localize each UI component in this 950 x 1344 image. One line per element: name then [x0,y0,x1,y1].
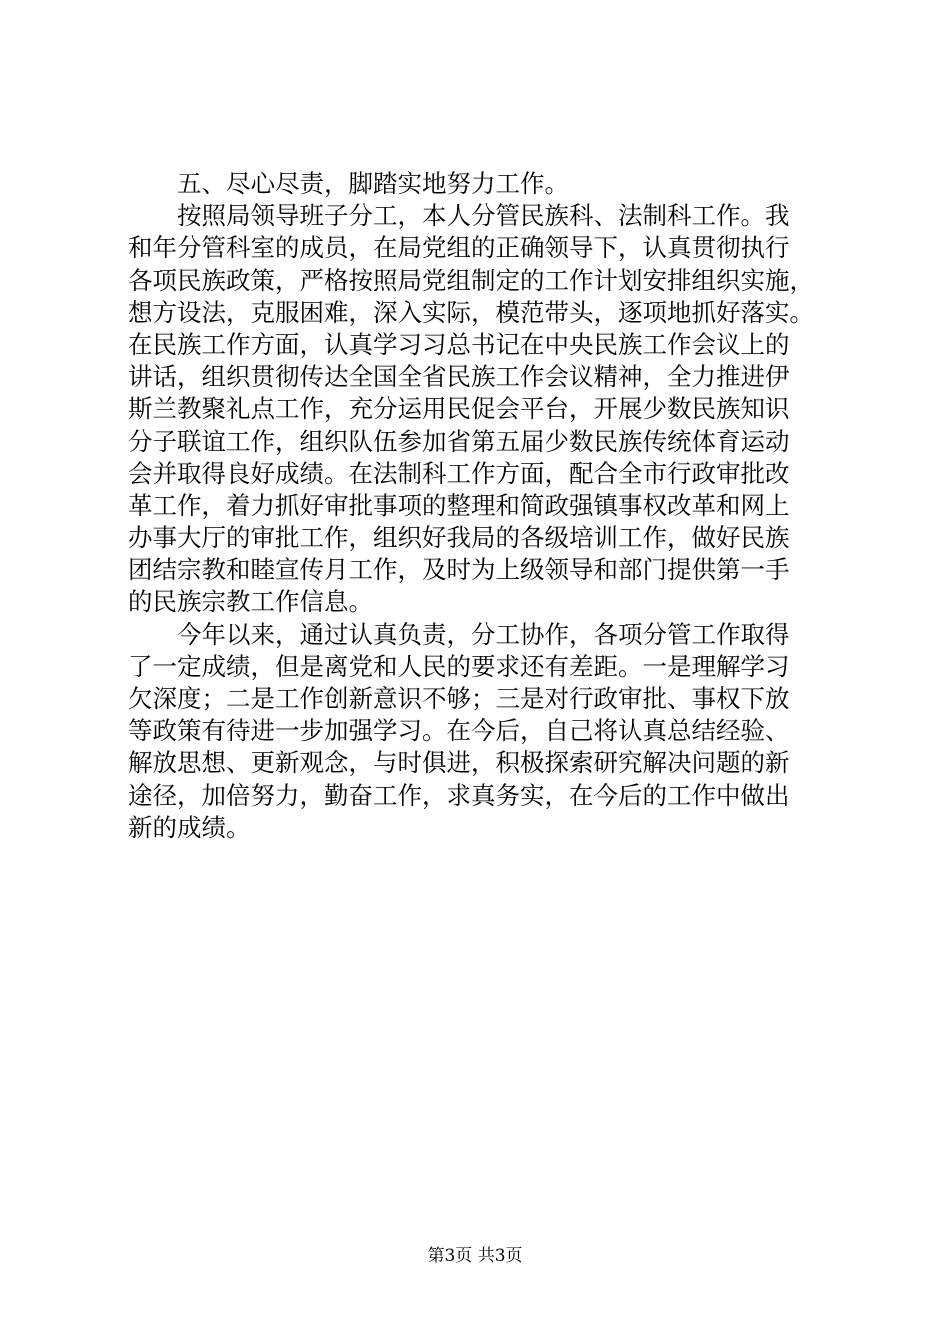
text-line: 新的成绩。 [128,812,251,842]
text-line: 按照局领导班子分工，本人分管民族科、法制科工作。我 [128,201,790,231]
page-number-footer: 第3页 共3页 [427,1246,523,1266]
text-line: 各项民族政策，严格按照局党组制定的工作计划安排组织实施， [128,265,814,295]
text-line: 等政策有待进一步加强学习。在今后，自己将认真总结经验、 [128,716,790,746]
text-line: 在民族工作方面，认真学习习总书记在中央民族工作会议上的 [128,329,790,359]
text-line: 团结宗教和睦宣传月工作，及时为上级领导和部门提供第一手 [128,555,790,585]
text-line: 会并取得良好成绩。在法制科工作方面，配合全市行政审批改 [128,458,790,488]
text-line: 想方设法，克服困难，深入实际，模范带头，逐项地抓好落实。 [128,297,814,327]
text-line: 解放思想、更新观念，与时俱进，积极探索研究解决问题的新 [128,748,790,778]
document-body [128,168,838,844]
text-line: 欠深度；二是工作创新意识不够；三是对行政审批、事权下放 [128,684,790,713]
text-line: 五、尽心尽责，脚踏实地努力工作。 [128,169,569,198]
text-line: 革工作，着力抓好审批事项的整理和简政强镇事权改革和网上 [128,490,790,520]
text-line: 分子联谊工作，组织队伍参加省第五届少数民族传统体育运动 [128,426,790,456]
text-line: 讲话，组织贯彻传达全国全省民族工作会议精神，全力推进伊 [128,362,790,392]
text-line: 今年以来，通过认真负责，分工协作，各项分管工作取得 [128,619,790,649]
text-line: 斯兰教聚礼点工作，充分运用民促会平台，开展少数民族知识 [128,394,790,424]
text-line: 和年分管科室的成员，在局党组的正确领导下，认真贯彻执行 [128,233,790,263]
text-line: 的民族宗教工作信息。 [128,587,373,617]
text-line: 途径，加倍努力，勤奋工作，求真务实，在今后的工作中做出 [128,780,790,810]
text-line: 办事大厅的审批工作，组织好我局的各级培训工作，做好民族 [128,523,790,553]
text-line: 了一定成绩，但是离党和人民的要求还有差距。一是理解学习 [128,651,790,681]
